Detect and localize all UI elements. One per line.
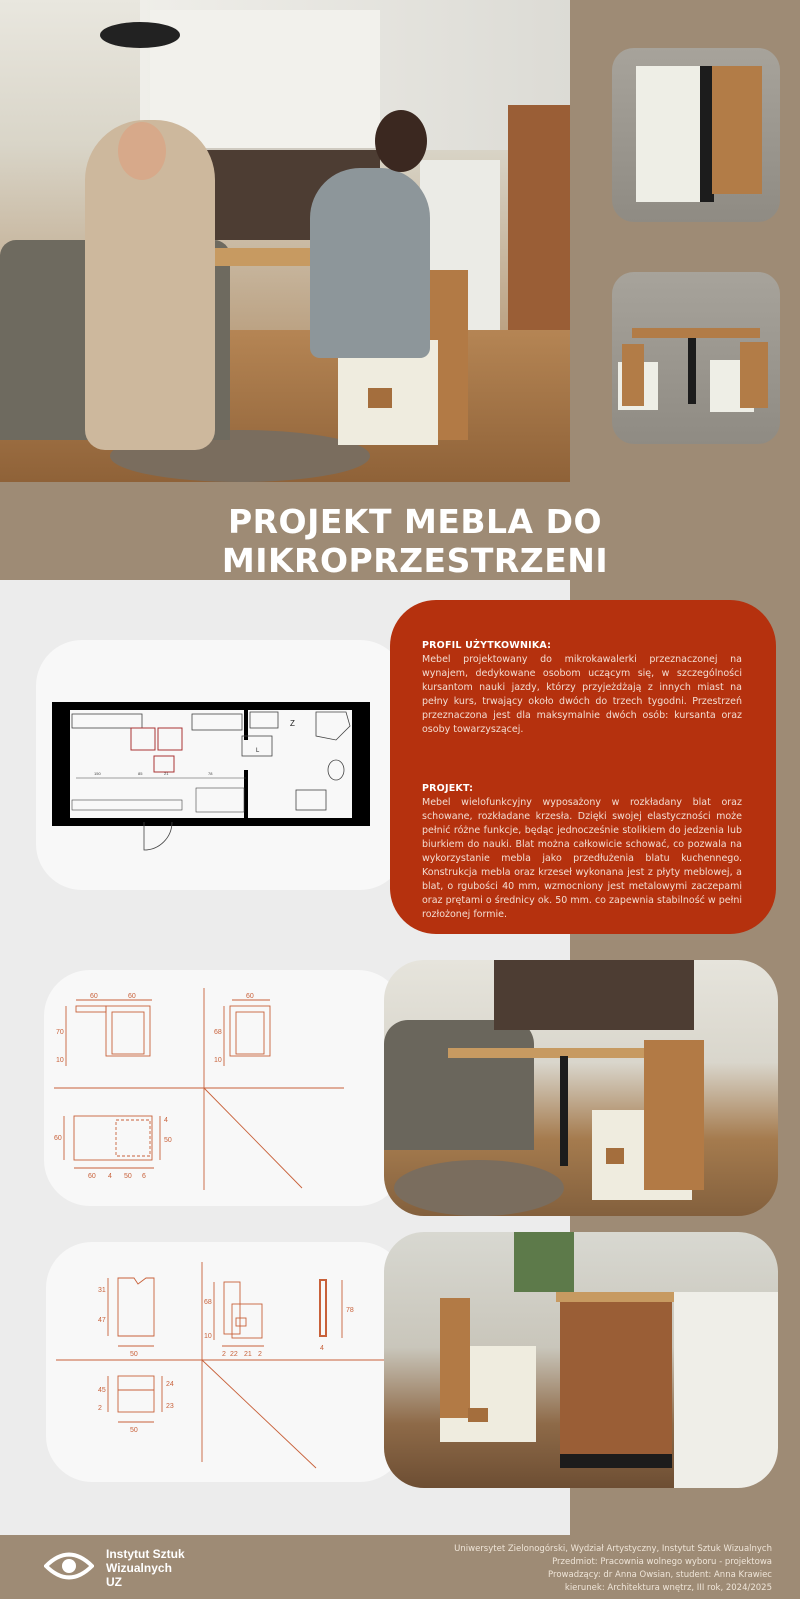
hero-render xyxy=(0,0,570,482)
render-kitchen-table xyxy=(384,960,778,1216)
logo-line-2: Wizualnych xyxy=(106,1561,172,1575)
r2-window xyxy=(514,1232,574,1292)
plan-label-l: L xyxy=(256,748,260,754)
closed-wood-side xyxy=(712,66,762,194)
r1-rug xyxy=(394,1160,564,1216)
r2-cabinet xyxy=(674,1292,778,1488)
d1-dim-10: 50 xyxy=(124,1173,132,1180)
profile-text: Mebel projektowany do mikrokawalerki przeznaczonej na wynajem, dedykowane osobom uczącym się, w szczególności kursantom nauki jazdy, którzy przyjeżdżają z innych miast na pełny kurs, trwający około dwóch do trzech tygodni. Przestrzeń przeznaczona jest dla maksymalnie dwóch osób: kursanta oraz osoby towarzyszącej. xyxy=(422,654,742,735)
d2-dim-2: 50 xyxy=(130,1351,138,1358)
open-tabletop xyxy=(632,328,760,338)
d1-dim-12: 4 xyxy=(164,1117,168,1124)
render-person-right-head xyxy=(375,110,427,172)
project-heading: PROJEKT: xyxy=(422,783,474,794)
d2-dim-6: 22 xyxy=(230,1351,238,1358)
render-lamp xyxy=(100,22,180,48)
r1-handle xyxy=(606,1148,624,1164)
r2-counter-top xyxy=(556,1292,676,1302)
credits xyxy=(454,1543,772,1595)
r1-backsplash xyxy=(494,960,694,1030)
furniture-open-render xyxy=(612,272,780,444)
furniture-closed-render xyxy=(612,48,780,222)
d1-dim-6: 10 xyxy=(214,1057,222,1064)
description-box xyxy=(390,600,776,934)
d2-dim-9: 78 xyxy=(346,1307,354,1314)
credits-line-1: Uniwersytet Zielonogórski, Wydział Artystyczny, Instytut Sztuk Wizualnych xyxy=(454,1544,772,1554)
d1-dim-3: 10 xyxy=(56,1057,64,1064)
render-person-left-head xyxy=(118,122,166,180)
r1-chair-back xyxy=(644,1040,704,1190)
r1-tabletop xyxy=(448,1048,648,1058)
d1-dim-1: 60 xyxy=(128,993,136,1000)
d1-dim-9: 4 xyxy=(108,1173,112,1180)
d2-dim-3: 68 xyxy=(204,1299,212,1306)
open-leg xyxy=(688,338,696,404)
render-door xyxy=(508,105,570,335)
page-title: PROJEKT MEBLA DO MIKROPRZESTRZENI xyxy=(221,502,609,580)
d1-dim-4: 60 xyxy=(246,993,254,1000)
credits-line-4: kierunek: Architektura wnętrz, III rok, 2024/2025 xyxy=(564,1583,772,1593)
d1-dim-2: 70 xyxy=(56,1029,64,1036)
d2-dim-14: 23 xyxy=(166,1403,174,1410)
project-text: Mebel wielofunkcyjny wyposażony w rozkładany blat oraz schowane, rozkładane krzesła. Dzięki swojej elastyczności może pełnić różne funkcje, będąc jednocześnie stolikiem do jedzenia lub biurkiem do nauki. Blat można całkowicie schować, co pozwala na wykorzystanie mebla jako przedłużenia blatu kuchennego. Konstrukcja mebla oraz krzeseł wykonana jest z płyty meblowej, a blat, o rgubości 40 mm, wzmocniony jest metalowymi zaczepami oraz prętami o średnicy ok. 50 mm. co zapewnia stabilność w pełni rozłożonej formie. xyxy=(422,797,742,920)
d2-dim-11: 45 xyxy=(98,1387,106,1394)
r2-chair-back xyxy=(440,1298,470,1418)
open-chair-right-back xyxy=(740,342,768,408)
d2-dim-1: 47 xyxy=(98,1317,106,1324)
d1-dim-5: 68 xyxy=(214,1029,222,1036)
d1-dim-0: 60 xyxy=(90,993,98,1000)
r2-counter-wood xyxy=(560,1302,672,1468)
render-person-right xyxy=(310,168,430,358)
d1-dim-13: 50 xyxy=(164,1137,172,1144)
technical-drawing-table xyxy=(44,970,404,1206)
d2-dim-5: 2 xyxy=(222,1351,226,1358)
r1-sofa xyxy=(384,1020,534,1150)
plan-dim-3: 21 xyxy=(164,771,169,776)
d2-dim-0: 31 xyxy=(98,1287,106,1294)
institute-logo-text xyxy=(106,1547,185,1589)
plan-dim-1: 150 xyxy=(94,771,101,776)
r2-handle xyxy=(468,1408,488,1422)
drawing-table-svg xyxy=(44,970,404,1206)
plan-label-z: Z xyxy=(290,719,295,728)
logo-line-1: Instytut Sztuk xyxy=(106,1547,185,1561)
d2-dim-8: 2 xyxy=(258,1351,262,1358)
render-chair-kitchen xyxy=(384,1232,778,1488)
d1-dim-7: 60 xyxy=(54,1135,62,1142)
closed-white-side xyxy=(636,66,702,202)
open-chair-left-back xyxy=(622,344,644,406)
floor-plan-panel xyxy=(36,640,406,890)
d2-dim-4: 10 xyxy=(204,1333,212,1340)
credits-line-2: Przedmiot: Pracownia wolnego wyboru - projektowa xyxy=(552,1557,772,1567)
d2-dim-15: 50 xyxy=(130,1427,138,1434)
credits-line-3: Prowadzący: dr Anna Owsian, student: Anna Krawiec xyxy=(548,1570,772,1580)
render-chair-handle xyxy=(368,388,392,408)
floor-plan-drawing xyxy=(36,640,406,890)
d1-dim-8: 60 xyxy=(88,1173,96,1180)
plan-dim-2: 85 xyxy=(138,771,143,776)
logo-line-3: UZ xyxy=(106,1575,122,1589)
d2-dim-7: 21 xyxy=(244,1351,252,1358)
technical-drawing-chair xyxy=(46,1242,406,1482)
r2-counter-base xyxy=(560,1454,672,1468)
eye-logo-icon xyxy=(44,1547,94,1585)
d2-dim-10: 4 xyxy=(320,1345,324,1352)
drawing-chair-svg xyxy=(46,1242,406,1482)
plan-dim-4: 78 xyxy=(208,771,213,776)
r1-leg xyxy=(560,1056,568,1166)
profile-heading: PROFIL UŻYTKOWNIKA: xyxy=(422,640,552,651)
d2-dim-12: 2 xyxy=(98,1405,102,1412)
d1-dim-11: 6 xyxy=(142,1173,146,1180)
d2-dim-13: 24 xyxy=(166,1381,174,1388)
